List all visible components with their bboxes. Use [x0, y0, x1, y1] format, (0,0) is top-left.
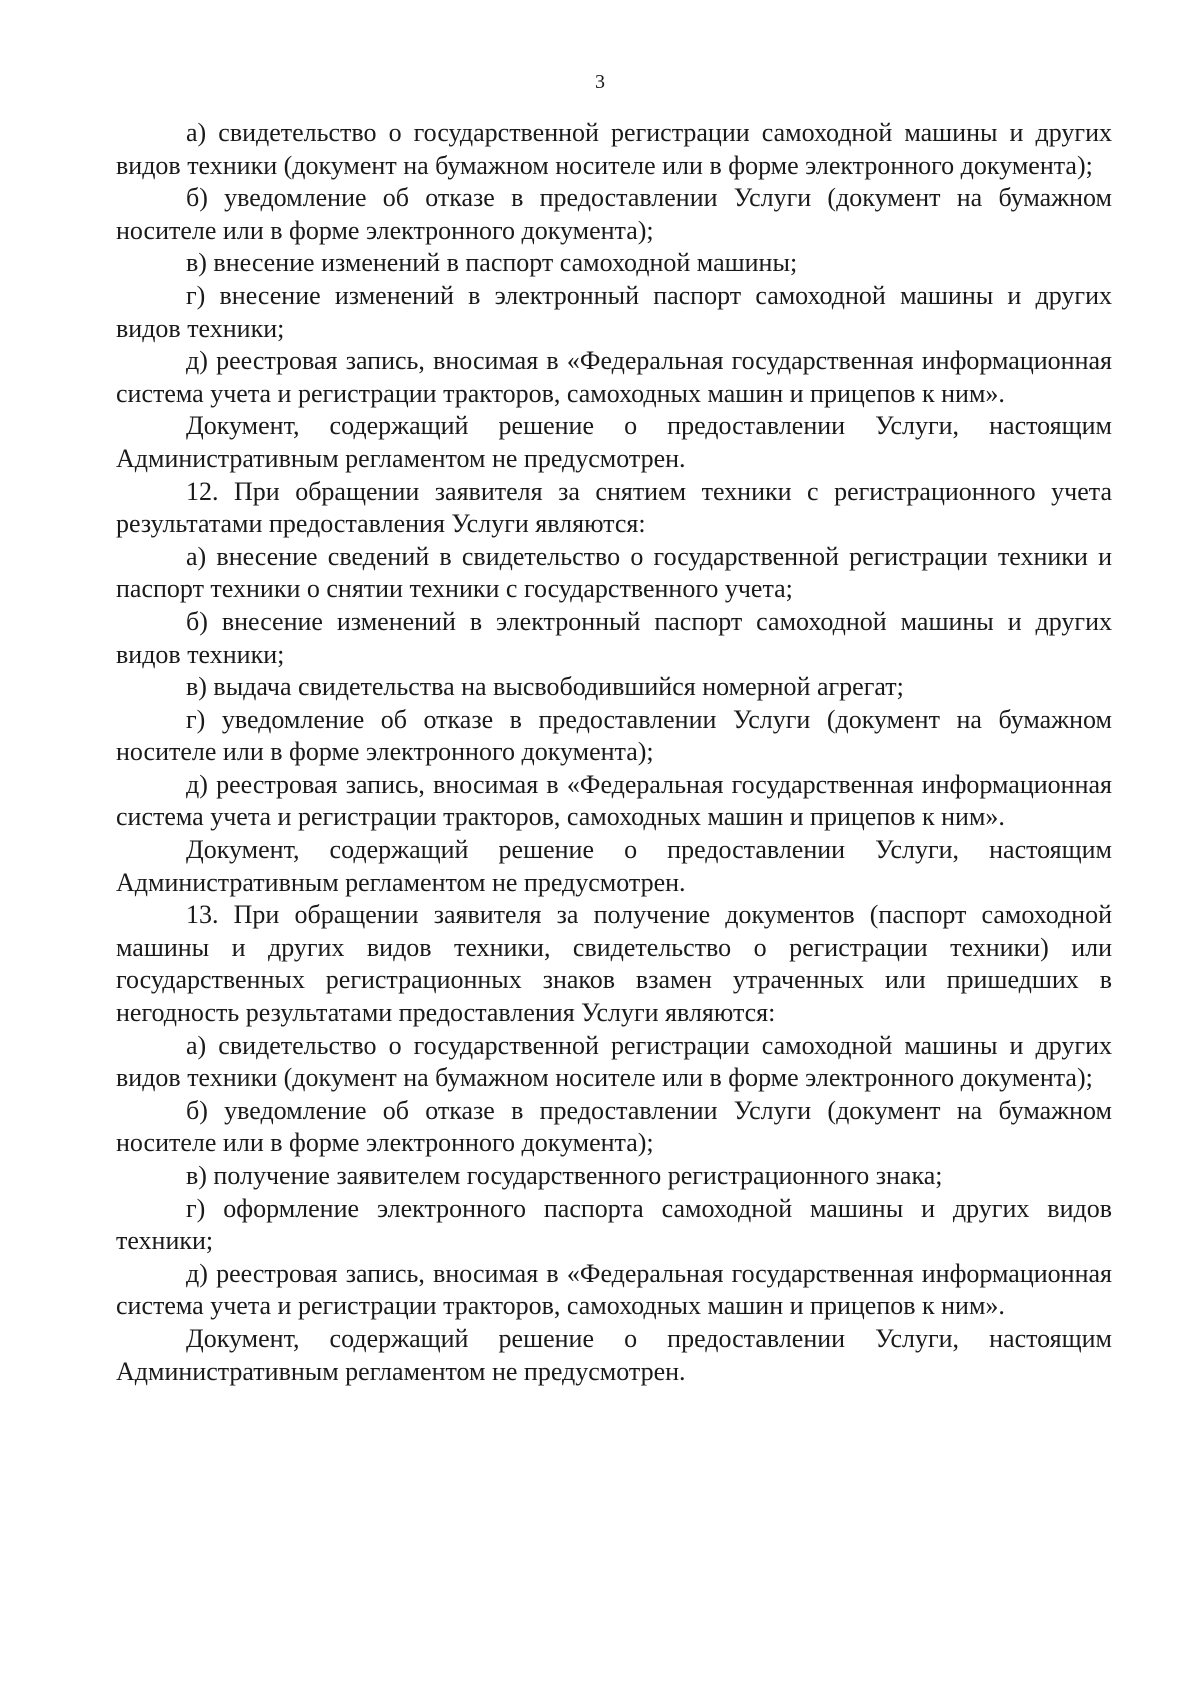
- paragraph-12b: б) внесение изменений в электронный паспорт самоходной машины и других видов техники;: [116, 606, 1112, 669]
- paragraph-13: 13. При обращении заявителя за получение документов (паспорт самоходной машины и других видов техники, свидетельство о регистрации техники) или государственных регистрационных знаков взамен утраченных или пришедших в негодность результатами предоставления Услуги являются:: [116, 900, 1112, 1028]
- paragraph-12v: в) выдача свидетельства на высвободившийся номерной агрегат;: [186, 672, 904, 702]
- paragraph-12: 12. При обращении заявителя за снятием техники с регистрационного учета результатами предоставления Услуги являются:: [116, 476, 1112, 539]
- paragraph-12a: а) внесение сведений в свидетельство о государственной регистрации техники и паспорт техники о снятии техники с государственного учета;: [116, 541, 1112, 604]
- paragraph-12d: д) реестровая запись, вносимая в «Федеральная государственная информационная система учета и регистрации тракторов, самоходных машин и прицепов к ним».: [116, 769, 1112, 832]
- paragraph-13v: в) получение заявителем государственного регистрационного знака;: [186, 1161, 943, 1190]
- paragraph-13a: а) свидетельство о государственной регистрации самоходной машины и других видов техники (документ на бумажном носителе или в форме электронного документа);: [116, 1030, 1112, 1093]
- paragraph-11g: г) внесение изменений в электронный паспорт самоходной машины и других видов техники;: [116, 280, 1112, 343]
- paragraph-12-note: Документ, содержащий решение о предоставлении Услуги, настоящим Административным регламентом не предусмотрен.: [116, 835, 1112, 897]
- paragraph-11d: д) реестровая запись, вносимая в «Федеральная государственная информационная система учета и регистрации тракторов, самоходных машин и прицепов к ним».: [116, 346, 1112, 408]
- paragraph-11-note: Документ, содержащий решение о предоставлении Услуги, настоящим Административным регламентом не предусмотрен.: [116, 411, 1112, 473]
- paragraph-11a: а) свидетельство о государственной регистрации самоходной машины и других видов техники (документ на бумажном носителе или в форме электронного документа);: [116, 118, 1112, 180]
- paragraph-11v: в) внесение изменений в паспорт самоходной машины;: [186, 248, 798, 278]
- paragraph-13-note: Документ, содержащий решение о предоставлении Услуги, настоящим Административным регламентом не предусмотрен.: [116, 1323, 1112, 1386]
- paragraph-13d: д) реестровая запись, вносимая в «Федеральная государственная информационная система учета и регистрации тракторов, самоходных машин и прицепов к ним».: [116, 1258, 1112, 1321]
- paragraph-13g: г) оформление электронного паспорта самоходной машины и других видов техники;: [116, 1193, 1112, 1256]
- document-body: [116, 117, 1112, 1388]
- paragraph-12g: г) уведомление об отказе в предоставлении Услуги (документ на бумажном носителе или в форме электронного документа);: [116, 704, 1112, 767]
- paragraph-11b: б) уведомление об отказе в предоставлении Услуги (документ на бумажном носителе или в форме электронного документа);: [116, 183, 1112, 245]
- paragraph-13b: б) уведомление об отказе в предоставлении Услуги (документ на бумажном носителе или в форме электронного документа);: [116, 1095, 1112, 1158]
- page-number: 3: [595, 71, 605, 93]
